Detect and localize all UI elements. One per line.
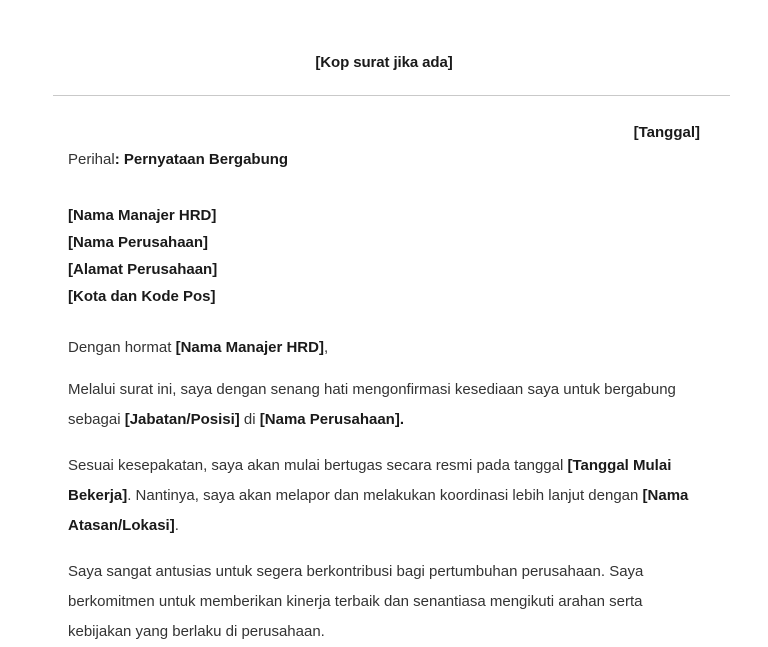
recipient-line-address: [Alamat Perusahaan] <box>68 260 218 278</box>
placeholder-run-1-3: [Nama Atasan/Lokasi] <box>68 487 689 534</box>
placeholder-run-1-1: [Tanggal Mulai Bekerja] <box>68 457 672 504</box>
paragraph-confirmation <box>68 375 700 435</box>
placeholder-run-0-3: [Nama Perusahaan]. <box>259 411 405 428</box>
text-run-1-4: . <box>174 517 179 534</box>
letter-body <box>0 96 768 647</box>
placeholder-run-0-1: [Jabatan/Posisi] <box>124 411 240 428</box>
text-run-0-0: Melalui surat ini, saya dengan senang hati mengonfirmasi kesediaan saya untuk bergabung sebagai <box>68 381 676 428</box>
letter-paragraphs <box>68 375 700 647</box>
paragraph-commitment <box>68 557 700 647</box>
subject-separator: : <box>114 151 124 168</box>
salutation-line <box>68 337 700 360</box>
recipient-address-block <box>68 202 700 310</box>
subject-value: Pernyataan Bergabung <box>123 151 289 168</box>
salutation-prefix: Dengan hormat <box>68 338 176 356</box>
recipient-line-city-postal: [Kota dan Kode Pos] <box>68 287 216 305</box>
text-run-1-0: Sesuai kesepakatan, saya akan mulai bertugas secara resmi pada tanggal <box>68 457 568 474</box>
subject-line <box>68 149 700 172</box>
text-run-1-2: . Nantinya, saya akan melapor dan melakukan koordinasi lebih lanjut dengan <box>127 487 643 504</box>
recipient-line-company: [Nama Perusahaan] <box>68 233 209 251</box>
letterhead-placeholder: [Kop surat jika ada] <box>315 54 453 71</box>
paragraph-start-date <box>68 451 700 541</box>
date-placeholder: [Tanggal] <box>633 124 700 141</box>
recipient-line-manager: [Nama Manajer HRD] <box>68 206 217 224</box>
salutation-recipient-name: [Nama Manajer HRD] <box>175 338 324 356</box>
subject-label: Perihal <box>68 151 115 168</box>
salutation-suffix: , <box>323 338 329 356</box>
text-run-2-0: Saya sangat antusias untuk segera berkontribusi bagi pertumbuhan perusahaan. Saya berkomitmen untuk memberikan kinerja terbaik dan senantiasa mengikuti arahan serta kebijakan yang berlaku di perusahaan. <box>68 563 644 640</box>
text-run-0-2: di <box>239 411 260 428</box>
